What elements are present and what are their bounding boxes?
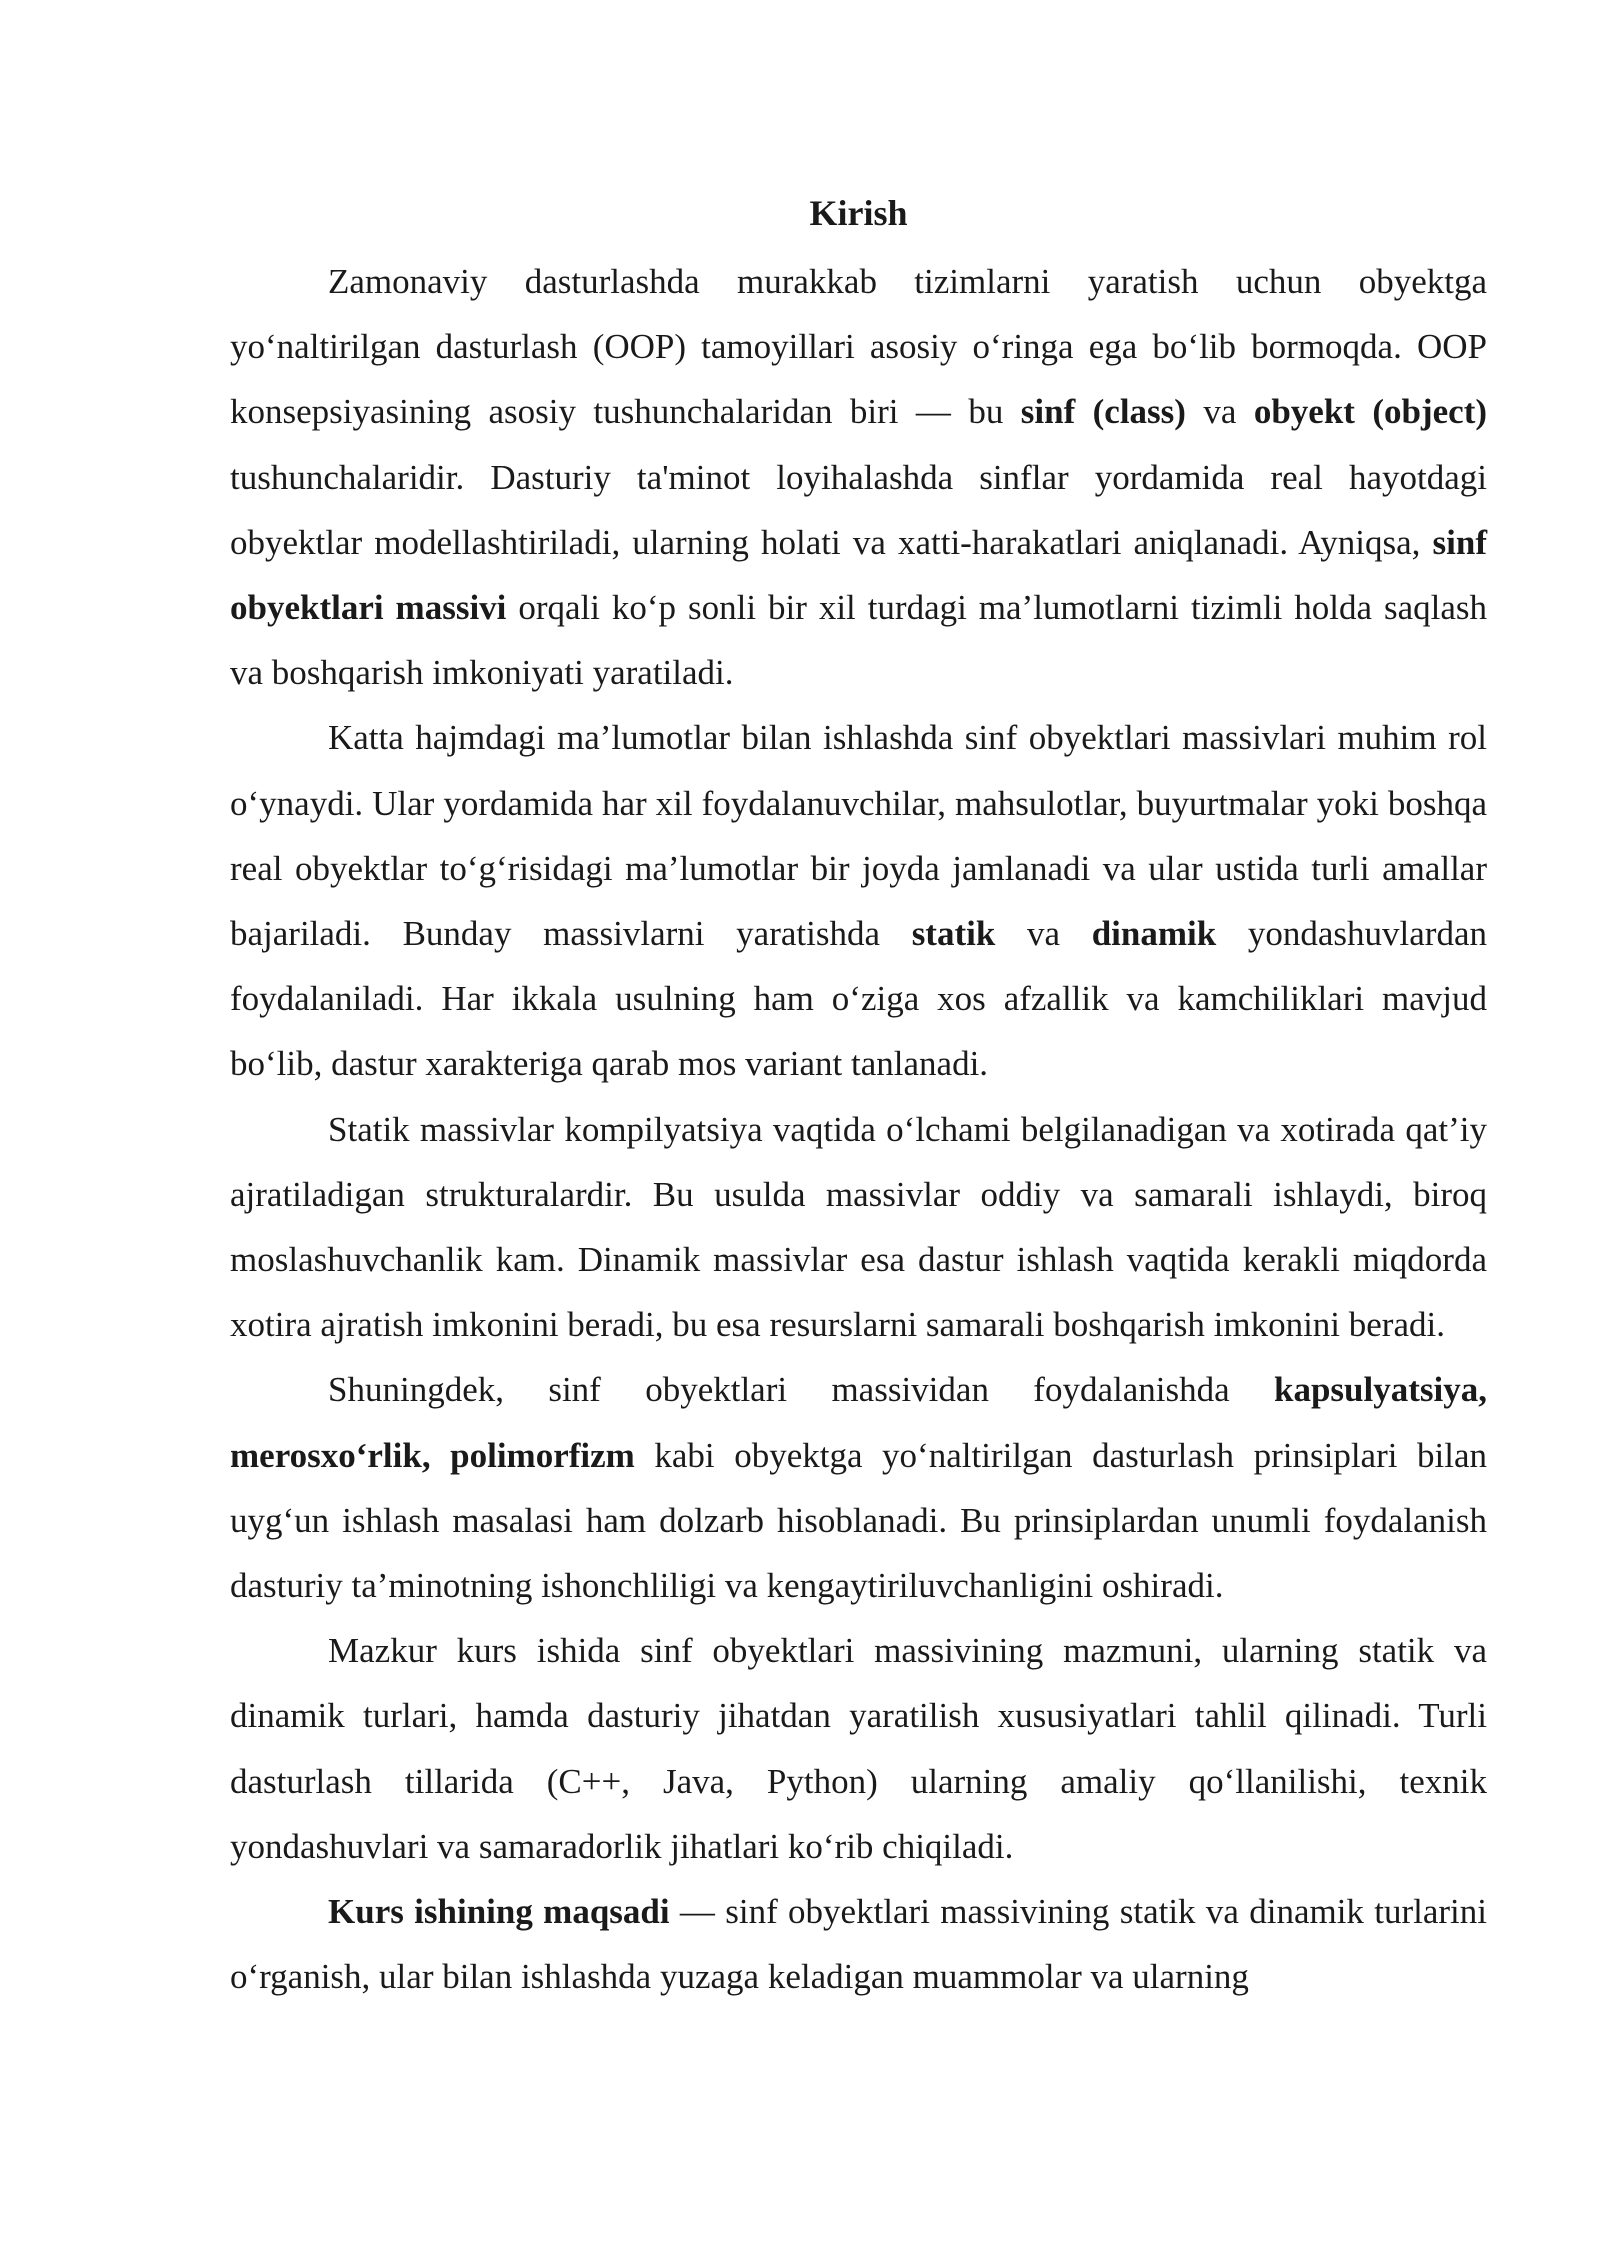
bold-term: kapsulyatsiya, merosxo‘rlik, polimorfizm: [230, 1370, 1487, 1475]
paragraph-text: va: [995, 914, 1092, 954]
bold-term: sinf (class): [1020, 392, 1186, 432]
paragraph-text: Katta hajmdagi ma’lumotlar bilan ishlashda sinf obyektlari massivlari muhim rol o‘ynaydi. Ular yordamida har xil foydalanuvchilar, mahsulotlar, buyurtmalar yoki boshqa real obyektlar to‘g‘risidagi ma’lumotlar bir joyda jamlanadi va ular ustida turli amallar bajariladi. Bunday massivlarni yaratishda: [230, 718, 1487, 954]
paragraph-text: — sinf obyektlari massivining statik va dinamik turlarini o‘rganish, ular bilan ishlashda yuzaga keladigan muammolar va ularning: [230, 1892, 1487, 1997]
paragraph: [230, 249, 1487, 705]
paragraph-text: Statik massivlar kompilyatsiya vaqtida o‘lchami belgilanadigan va xotirada qat’iy ajratiladigan strukturalardir. Bu usulda massivlar oddiy va samarali ishlaydi, biroq moslashuvchanlik kam. Dinamik massivlar esa dastur ishlash vaqtida kerakli miqdorda xotira ajratish imkonini beradi, bu esa resurslarni samarali boshqarish imkonini beradi.: [230, 1109, 1487, 1345]
paragraph: [230, 1357, 1487, 1618]
document-page: [230, 185, 1487, 2009]
bold-term: obyekt (object): [1253, 392, 1487, 432]
paragraph: [230, 1618, 1487, 1879]
paragraph: [230, 705, 1487, 1096]
paragraph-text: tushunchalaridir. Dasturiy ta'minot loyihalashda sinflar yordamida real hayotdagi obyektlar modellashtiriladi, ularning holati va xatti-harakatlari aniqlanadi. Ayniqsa,: [230, 457, 1487, 562]
bold-term: sinf obyektlari massivi: [230, 522, 1487, 628]
paragraph: [230, 1879, 1487, 2009]
paragraph-text: va: [1185, 392, 1254, 432]
paragraph-text: Shuningdek, sinf obyektlari massividan foydalanishda: [328, 1370, 1274, 1410]
bold-term: statik: [911, 914, 996, 954]
section-title: Kirish: [809, 193, 908, 233]
paragraph-text: kabi obyektga yo‘naltirilgan dasturlash prinsiplari bilan uyg‘un ishlash masalasi ham dolzarb hisoblanadi. Bu prinsiplardan unumli foydalanish dasturiy ta’minotning ishonchliligi va kengaytiriluvchanligini oshiradi.: [230, 1435, 1487, 1606]
paragraph-text: Zamonaviy dasturlashda murakkab tizimlarni yaratish uchun obyektga yo‘naltirilgan dasturlash (OOP) tamoyillari asosiy o‘ringa ega bo‘lib bormoqda. OOP konsepsiyasining asosiy tushunchalaridan biri — bu: [230, 262, 1487, 432]
paragraph: [230, 1097, 1487, 1358]
bold-term: Kurs ishining maqsadi: [328, 1892, 670, 1932]
paragraph-text: yondashuvlardan foydalaniladi. Har ikkala usulning ham o‘ziga xos afzallik va kamchiliklari mavjud bo‘lib, dastur xarakteriga qarab mos variant tanlanadi.: [230, 914, 1487, 1084]
paragraph-text: Mazkur kurs ishida sinf obyektlari massivining mazmuni, ularning statik va dinamik turlari, hamda dasturiy jihatdan yaratilish xususiyatlari tahlil qilinadi. Turli dasturlash tillarida (C++, Java, Python) ularning amaliy qo‘llanilishi, texnik yondashuvlari va samaradorlik jihatlari ko‘rib chiqiladi.: [230, 1631, 1487, 1866]
paragraph-text: orqali ko‘p sonli bir xil turdagi ma’lumotlarni tizimli holda saqlash va boshqarish imkoniyati yaratiladi.: [230, 588, 1487, 693]
bold-term: dinamik: [1091, 914, 1217, 954]
